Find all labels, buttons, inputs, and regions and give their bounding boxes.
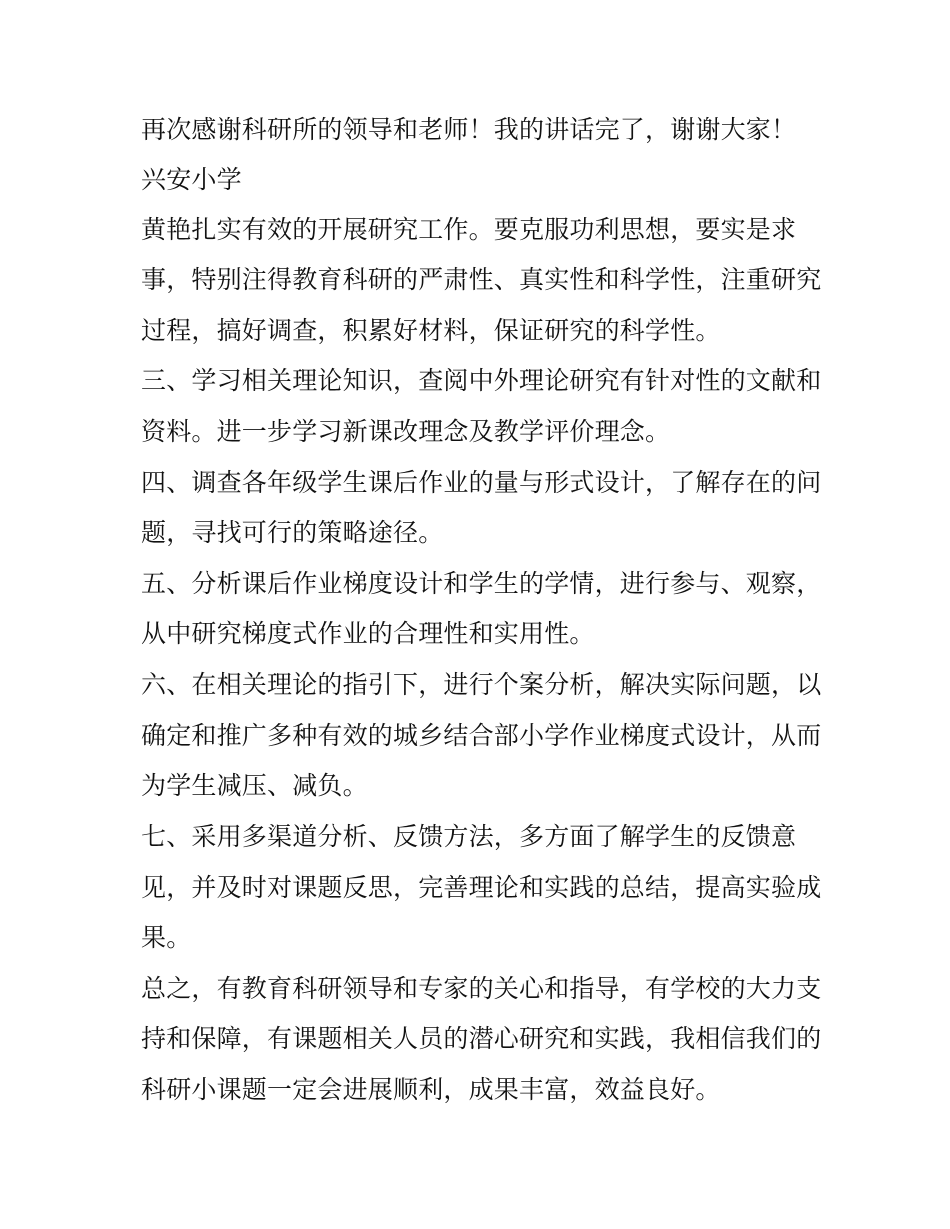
text-line: 持和保障，有课题相关人员的潜心研究和实践，我相信我们的 — [141, 1024, 822, 1053]
text-line: 黄艳扎实有效的开展研究工作。要克服功利思想，要实是求 — [141, 215, 797, 244]
text-line: 再次感谢科研所的领导和老师！我的讲话完了，谢谢大家！ — [141, 115, 797, 144]
text-line: 三、学习相关理论知识，查阅中外理论研究有针对性的文献和 — [141, 366, 822, 395]
text-line: 事，特别注得教育科研的严肃性、真实性和科学性，注重研究 — [141, 265, 822, 294]
text-line: 四、调查各年级学生课后作业的量与形式设计，了解存在的问 — [141, 468, 822, 497]
text-line: 过程，搞好调查，积累好材料，保证研究的科学性。 — [141, 316, 721, 345]
school-name: 兴安小学 — [141, 165, 242, 194]
text-line: 六、在相关理论的指引下，进行个案分析，解决实际问题，以 — [141, 670, 822, 699]
text-line: 为学生减压、减负。 — [141, 771, 368, 800]
text-line: 七、采用多渠道分析、反馈方法，多方面了解学生的反馈意 — [141, 822, 797, 851]
text-line: 总之，有教育科研领导和专家的关心和指导，有学校的大力支 — [141, 974, 822, 1003]
text-line: 确定和推广多种有效的城乡结合部小学作业梯度式设计，从而 — [141, 721, 822, 750]
text-line: 从中研究梯度式作业的合理性和实用性。 — [141, 619, 595, 648]
text-line: 题，寻找可行的策略途径。 — [141, 518, 444, 547]
text-line: 资料。进一步学习新课改理念及教学评价理念。 — [141, 417, 671, 446]
text-line: 果。 — [141, 923, 192, 952]
text-line: 科研小课题一定会进展顺利，成果丰富，效益良好。 — [141, 1075, 721, 1104]
text-line: 见，并及时对课题反思，完善理论和实践的总结，提高实验成 — [141, 873, 822, 902]
text-line: 五、分析课后作业梯度设计和学生的学情，进行参与、观察， — [141, 569, 822, 598]
